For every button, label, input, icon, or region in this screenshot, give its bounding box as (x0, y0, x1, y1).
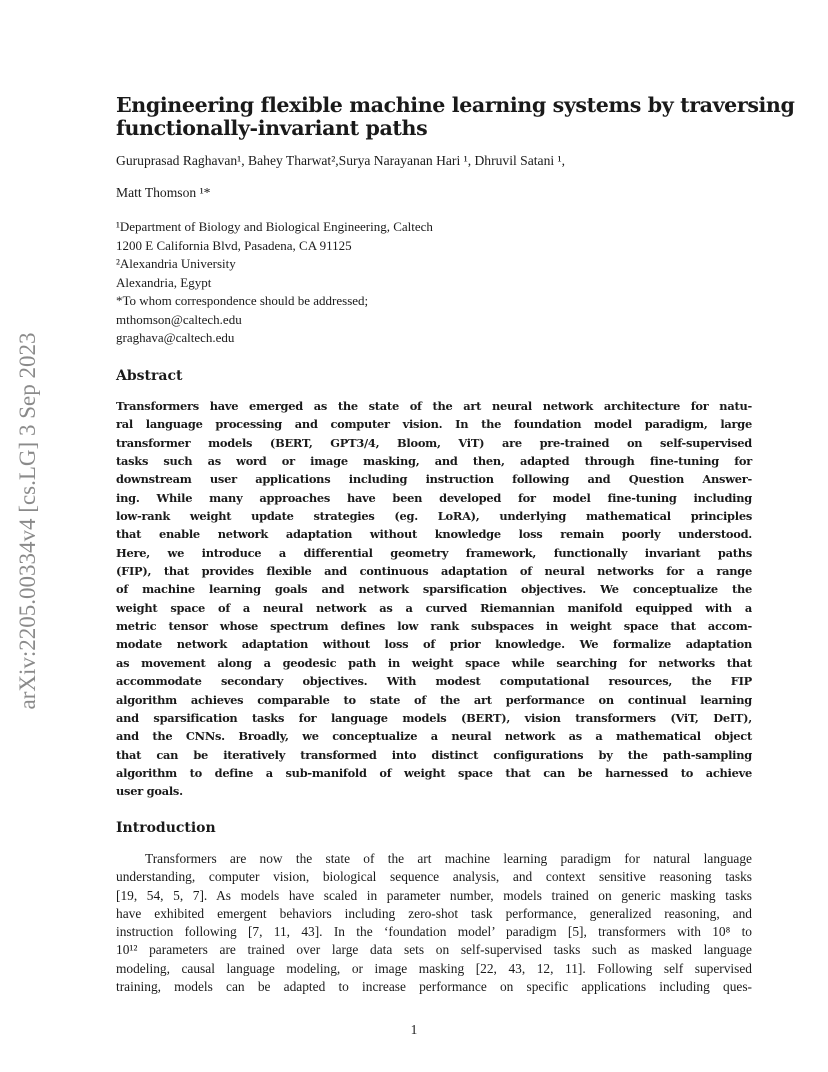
email-address[interactable]: graghava@caltech.edu (116, 330, 235, 345)
abstract-line: modate network adaptation without loss of prior knowledge. We formalize adaptation (116, 637, 752, 652)
page-number: 1 (410, 1022, 418, 1037)
abstract-line: low-rank weight update strategies (eg. LoRA), underlying mathematical principles (116, 509, 752, 524)
abstract-line: and the CNNs. Broadly, we conceptualize a neural network as a mathematical object (116, 729, 752, 744)
affiliations (116, 218, 736, 348)
abstract-line: algorithm to define a sub-manifold of weight space that can be harnessed to achieve (116, 765, 752, 780)
affiliation-line: ¹Department of Biology and Biological Engineering, Caltech (116, 219, 433, 234)
abstract-line: Here, we introduce a differential geometry framework, functionally invariant paths (116, 545, 752, 560)
abstract-line: of machine learning goals and network sparsification objectives. We conceptualize the (116, 582, 752, 597)
email-address[interactable]: mthomson@caltech.edu (116, 311, 242, 327)
abstract-line: downstream user applications including instruction following and Question Answer- (116, 472, 752, 487)
abstract-line: ral language processing and computer vision. In the foundation model paradigm, large (116, 417, 752, 432)
affiliation-line: Alexandria, Egypt (116, 274, 212, 290)
intro-line: have exhibited emergent behaviors including zero-shot task performance, generalized reasoning, and (116, 905, 752, 921)
abstract-line: Transformers have emerged as the state of the art neural network architecture for natu- (116, 399, 752, 413)
abstract-line: and sparsification tasks for language models (BERT), vision transformers (ViT, DeIT), (116, 710, 752, 725)
abstract-line: that can be iteratively transformed into distinct configurations by the path-sampling (116, 747, 752, 762)
intro-line: instruction following [7, 11, 43]. In the ‘foundation model’ paradigm [5], transformers with 10⁸ to (116, 924, 752, 940)
abstract-line: that enable network adaptation without knowledge loss remain poorly understood. (116, 527, 752, 542)
abstract-line: ing. While many approaches have been developed for model fine-tuning including (116, 490, 752, 505)
intro-line: 10¹² parameters are trained over large data sets on self-supervised tasks such as masked language (116, 942, 752, 958)
intro-line: modeling, causal language modeling, or image masking [22, 43, 12, 11]. Following self supervised (116, 960, 752, 976)
abstract-line: metric tensor whose spectrum defines low rank subspaces in weight space that accom- (116, 619, 752, 634)
author-line: Guruprasad Raghavan¹, Bahey Tharwat²,Surya Narayanan Hari ¹, Dhruvil Satani ¹, (116, 153, 566, 168)
affiliation-line: ²Alexandria University (116, 256, 236, 271)
arxiv-identifier-stamp: arXiv:2205.00334v4 [cs.LG] 3 Sep 2023 (15, 332, 40, 710)
correspondence-note: *To whom correspondence should be addressed; (116, 293, 369, 308)
intro-line: Transformers are now the state of the art machine learning paradigm for natural language (145, 851, 752, 866)
abstract-body (116, 397, 752, 801)
abstract-line: weight space of a neural network as a curved Riemannian manifold equipped with a (116, 600, 752, 615)
abstract-line: as movement along a geodesic path in weight space while searching for networks that (116, 655, 752, 670)
intro-line: training, models can be adapted to increase performance on specific applications including ques- (116, 979, 752, 995)
abstract-line: (FIP), that provides flexible and continuous adaptation of neural networks for a range (116, 564, 752, 579)
abstract-line: transformer models (BERT, GPT3/4, Bloom, ViT) are pre-trained on self-supervised (116, 435, 752, 450)
abstract-heading: Abstract (116, 368, 183, 384)
abstract-line: algorithm achieves comparable to state of the art performance on continual learning (116, 692, 752, 707)
intro-line: understanding, computer vision, biological sequence analysis, and context sensitive reasoning tasks (116, 869, 752, 885)
abstract-line: user goals. (116, 784, 183, 799)
abstract-line: tasks such as word or image masking, and then, adapted through fine-tuning for (116, 454, 752, 469)
abstract-line: accommodate secondary objectives. With modest computational resources, the FIP (116, 674, 752, 689)
intro-line: [19, 54, 5, 7]. As models have scaled in parameter number, models trained on generic masking tasks (116, 887, 752, 903)
title-line: functionally-invariant paths (116, 115, 428, 140)
introduction-body (116, 850, 752, 996)
introduction-heading: Introduction (116, 820, 216, 836)
title-line: Engineering flexible machine learning systems by traversing (116, 93, 795, 117)
affiliation-line: 1200 E California Blvd, Pasadena, CA 91125 (116, 237, 352, 253)
author-line: Matt Thomson ¹* (116, 185, 211, 200)
paper-title (116, 93, 795, 140)
